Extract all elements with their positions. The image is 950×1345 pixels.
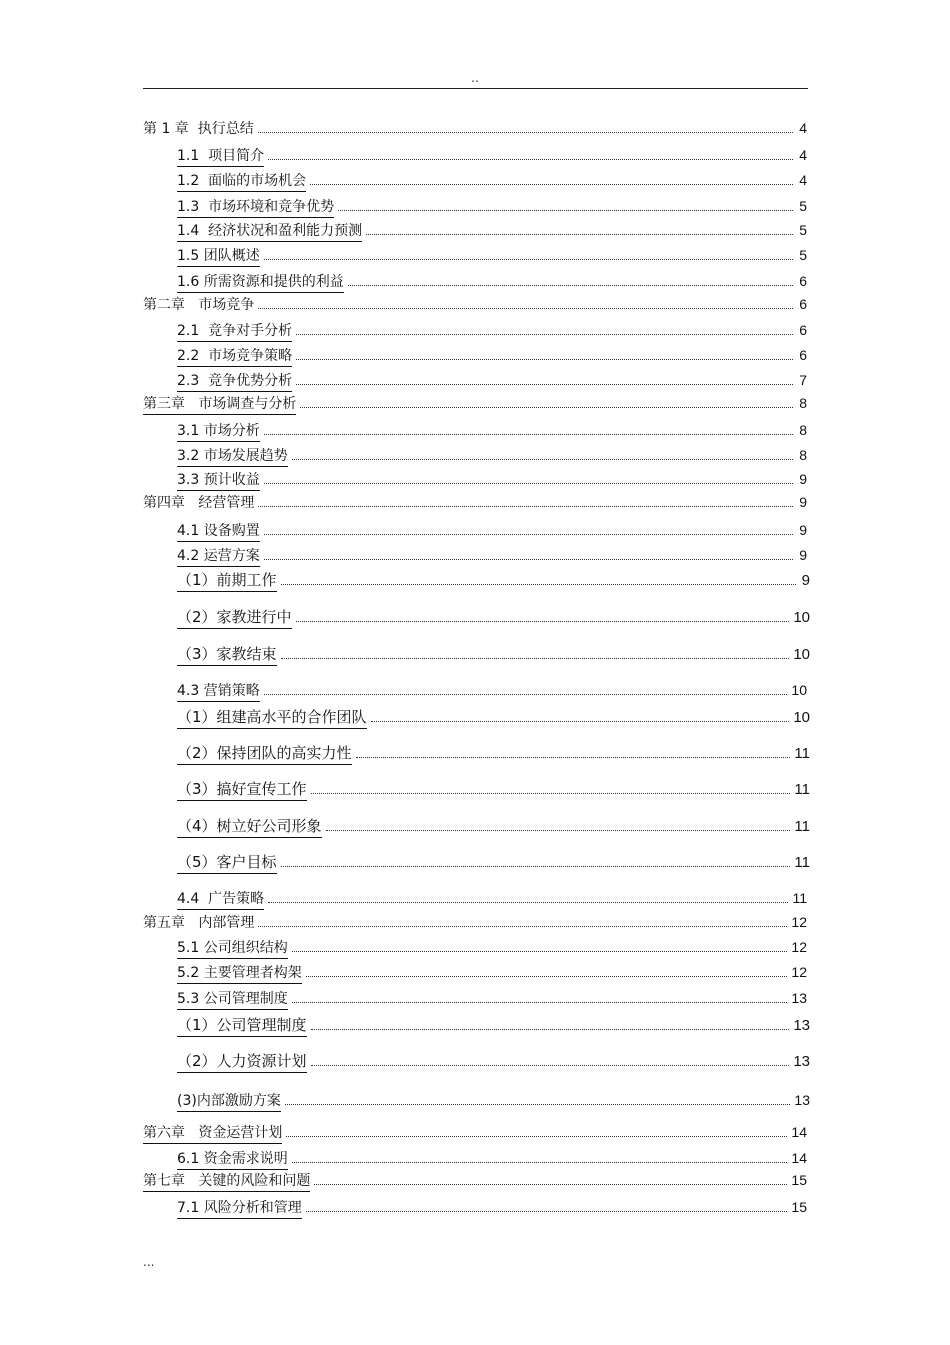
toc-entry-page: 12 bbox=[791, 914, 807, 930]
toc-entry-1-5[interactable] bbox=[177, 245, 807, 267]
toc-entry-4-2-2[interactable] bbox=[177, 606, 810, 628]
toc-entry-page: 12 bbox=[791, 964, 807, 980]
leader-dots bbox=[311, 793, 791, 794]
toc-entry-page: 10 bbox=[793, 609, 810, 626]
leader-dots bbox=[292, 951, 788, 952]
toc-entry-label: （3）搞好宣传工作 bbox=[177, 778, 307, 801]
toc-entry-label: 6.1 资金需求说明 bbox=[177, 1148, 288, 1170]
toc-entry-label: 2.1 竞争对手分析 bbox=[177, 320, 292, 342]
footer-mark: ... bbox=[143, 1255, 155, 1269]
leader-dots bbox=[348, 285, 793, 286]
leader-dots bbox=[366, 234, 793, 235]
leader-dots bbox=[286, 1136, 787, 1137]
toc-entry-label: 2.2 市场竞争策略 bbox=[177, 345, 292, 367]
leader-dots bbox=[300, 407, 793, 408]
toc-entry-page: 14 bbox=[791, 1124, 807, 1140]
toc-entry-page: 6 bbox=[799, 296, 807, 312]
toc-entry-5-3-3[interactable] bbox=[177, 1090, 810, 1112]
toc-entry-page: 14 bbox=[791, 1150, 807, 1166]
toc-entry-page: 10 bbox=[793, 646, 810, 663]
toc-entry-page: 5 bbox=[799, 222, 807, 238]
toc-entry-page: 8 bbox=[799, 422, 807, 438]
toc-entry-chapter-2[interactable] bbox=[143, 294, 807, 316]
toc-entry-page: 9 bbox=[799, 494, 807, 510]
toc-entry-label: 1.5 团队概述 bbox=[177, 245, 260, 267]
toc-entry-7-1[interactable] bbox=[177, 1197, 807, 1219]
toc-entry-3-2[interactable] bbox=[177, 445, 807, 467]
toc-entry-page: 4 bbox=[799, 172, 807, 188]
leader-dots bbox=[296, 334, 793, 335]
toc-entry-5-2[interactable] bbox=[177, 962, 807, 984]
leader-dots bbox=[264, 434, 793, 435]
toc-entry-label: 4.4 广告策略 bbox=[177, 888, 264, 910]
toc-entry-page: 13 bbox=[791, 990, 807, 1006]
toc-entry-label: 1.2 面临的市场机会 bbox=[177, 170, 306, 192]
leader-dots bbox=[281, 584, 796, 585]
toc-entry-1-3[interactable] bbox=[177, 196, 807, 218]
toc-entry-page: 5 bbox=[799, 247, 807, 263]
leader-dots bbox=[326, 830, 791, 831]
toc-entry-2-1[interactable] bbox=[177, 320, 807, 342]
toc-entry-page: 9 bbox=[801, 572, 810, 589]
toc-entry-4-3-2[interactable] bbox=[177, 742, 810, 764]
leader-dots bbox=[264, 559, 793, 560]
toc-entry-6-1[interactable] bbox=[177, 1148, 807, 1170]
toc-entry-page: 13 bbox=[794, 1092, 810, 1108]
leader-dots bbox=[296, 359, 793, 360]
toc-entry-page: 5 bbox=[799, 198, 807, 214]
toc-entry-page: 12 bbox=[791, 939, 807, 955]
toc-entry-page: 15 bbox=[791, 1172, 807, 1188]
toc-entry-label: 5.1 公司组织结构 bbox=[177, 937, 288, 959]
toc-entry-page: 10 bbox=[791, 682, 807, 698]
toc-entry-4-3-4[interactable] bbox=[177, 815, 810, 837]
leader-dots bbox=[285, 1104, 791, 1105]
toc-entry-page: 11 bbox=[792, 890, 807, 906]
toc-entry-page: 11 bbox=[794, 854, 810, 871]
toc-entry-1-4[interactable] bbox=[177, 220, 807, 242]
toc-entry-label: 4.3 营销策略 bbox=[177, 680, 260, 702]
toc-entry-label: 3.1 市场分析 bbox=[177, 420, 260, 442]
toc-entry-label: （1）前期工作 bbox=[177, 569, 277, 592]
toc-entry-1-2[interactable] bbox=[177, 170, 807, 192]
toc-entry-label: 1.3 市场环境和竞争优势 bbox=[177, 196, 334, 218]
toc-entry-2-2[interactable] bbox=[177, 345, 807, 367]
toc-entry-page: 6 bbox=[799, 347, 807, 363]
toc-entry-4-3-1[interactable] bbox=[177, 706, 810, 728]
toc-entry-label: （2）人力资源计划 bbox=[177, 1050, 307, 1073]
toc-entry-4-2-3[interactable] bbox=[177, 643, 810, 665]
toc-entry-label: （5）客户目标 bbox=[177, 851, 277, 874]
toc-entry-label: （2）保持团队的高实力性 bbox=[177, 742, 352, 765]
toc-entry-3-3[interactable] bbox=[177, 469, 807, 491]
leader-dots bbox=[338, 210, 793, 211]
toc-entry-label: 1.4 经济状况和盈利能力预测 bbox=[177, 220, 362, 242]
leader-dots bbox=[296, 384, 793, 385]
toc-entry-chapter-5[interactable] bbox=[143, 912, 807, 934]
toc-entry-label: （3）家教结束 bbox=[177, 643, 277, 666]
toc-entry-4-2[interactable] bbox=[177, 545, 807, 567]
toc-entry-page: 13 bbox=[793, 1053, 810, 1070]
toc-entry-page: 4 bbox=[799, 147, 807, 163]
leader-dots bbox=[296, 621, 790, 622]
toc-entry-4-4[interactable] bbox=[177, 888, 807, 910]
toc-entry-page: 4 bbox=[799, 120, 807, 136]
leader-dots bbox=[258, 132, 793, 133]
toc-entry-3-1[interactable] bbox=[177, 420, 807, 442]
toc-entry-label: 5.2 主要管理者构架 bbox=[177, 962, 302, 984]
toc-entry-label: 第三章 市场调查与分析 bbox=[143, 393, 296, 415]
leader-dots bbox=[314, 1184, 787, 1185]
leader-dots bbox=[264, 694, 788, 695]
leader-dots bbox=[371, 721, 790, 722]
toc-entry-page: 11 bbox=[794, 818, 810, 835]
toc-entry-5-3[interactable] bbox=[177, 988, 807, 1010]
toc-entry-label: 第五章 内部管理 bbox=[143, 915, 255, 931]
toc-entry-4-3-3[interactable] bbox=[177, 778, 810, 800]
toc-entry-page: 9 bbox=[799, 522, 807, 538]
toc-entry-1-6[interactable] bbox=[177, 271, 807, 293]
leader-dots bbox=[311, 1065, 790, 1066]
leader-dots bbox=[310, 184, 793, 185]
toc-entry-page: 9 bbox=[799, 547, 807, 563]
toc-entry-label: 第二章 市场竞争 bbox=[143, 297, 255, 313]
leader-dots bbox=[258, 926, 787, 927]
toc-entry-label: 第四章 经营管理 bbox=[143, 495, 255, 511]
leader-dots bbox=[258, 506, 793, 507]
leader-dots bbox=[264, 483, 793, 484]
toc-entry-label: （2）家教进行中 bbox=[177, 606, 292, 629]
toc-entry-label: (3)内部激励方案 bbox=[177, 1090, 281, 1112]
toc-entry-chapter-6[interactable] bbox=[143, 1122, 807, 1144]
toc-entry-label: 4.1 设备购置 bbox=[177, 520, 260, 542]
toc-entry-label: 第 1 章 执行总结 bbox=[143, 121, 254, 137]
toc-entry-page: 10 bbox=[793, 709, 810, 726]
toc-entry-page: 9 bbox=[799, 471, 807, 487]
toc-entry-1-1[interactable] bbox=[177, 145, 807, 167]
toc-entry-page: 6 bbox=[799, 322, 807, 338]
leader-dots bbox=[268, 902, 788, 903]
toc-entry-page: 11 bbox=[794, 781, 810, 798]
toc-entry-page: 13 bbox=[793, 1017, 810, 1034]
toc-entry-5-1[interactable] bbox=[177, 937, 807, 959]
toc-entry-label: 第六章 资金运营计划 bbox=[143, 1122, 282, 1144]
toc-entry-4-3[interactable] bbox=[177, 680, 807, 702]
toc-entry-page: 8 bbox=[799, 447, 807, 463]
toc-entry-5-3-1[interactable] bbox=[177, 1014, 810, 1036]
toc-entry-5-3-2[interactable] bbox=[177, 1050, 810, 1072]
leader-dots bbox=[268, 159, 793, 160]
toc-entry-label: 1.1 项目简介 bbox=[177, 145, 264, 167]
leader-dots bbox=[264, 534, 793, 535]
toc-entry-label: （1）组建高水平的合作团队 bbox=[177, 706, 367, 729]
toc-entry-label: 3.3 预计收益 bbox=[177, 469, 260, 491]
toc-entry-label: 2.3 竞争优势分析 bbox=[177, 370, 292, 392]
toc-entry-label: 第七章 关键的风险和问题 bbox=[143, 1170, 310, 1192]
leader-dots bbox=[281, 866, 791, 867]
leader-dots bbox=[306, 1211, 788, 1212]
toc-entry-chapter-4[interactable] bbox=[143, 492, 807, 514]
toc-entry-label: 3.2 市场发展趋势 bbox=[177, 445, 288, 467]
leader-dots bbox=[281, 658, 790, 659]
toc-entry-label: 7.1 风险分析和管理 bbox=[177, 1197, 302, 1219]
toc-entry-4-1[interactable] bbox=[177, 520, 807, 542]
toc-entry-4-3-5[interactable] bbox=[177, 851, 810, 873]
toc-entry-2-3[interactable] bbox=[177, 370, 807, 392]
header-mark: .. bbox=[471, 71, 479, 85]
toc-entry-page: 6 bbox=[799, 273, 807, 289]
toc-entry-label: 4.2 运营方案 bbox=[177, 545, 260, 567]
toc-entry-4-2-1[interactable] bbox=[177, 569, 810, 591]
toc-entry-page: 11 bbox=[794, 745, 810, 762]
toc-entry-chapter-3[interactable] bbox=[143, 393, 807, 415]
leader-dots bbox=[306, 976, 788, 977]
leader-dots bbox=[356, 757, 791, 758]
toc-entry-page: 7 bbox=[799, 372, 807, 388]
leader-dots bbox=[258, 308, 793, 309]
leader-dots bbox=[264, 259, 793, 260]
toc-entry-label: （4）树立好公司形象 bbox=[177, 815, 322, 838]
toc-entry-page: 15 bbox=[791, 1199, 807, 1215]
leader-dots bbox=[292, 459, 793, 460]
toc-entry-chapter-7[interactable] bbox=[143, 1170, 807, 1192]
toc-entry-label: （1）公司管理制度 bbox=[177, 1014, 307, 1037]
toc-entry-label: 1.6 所需资源和提供的利益 bbox=[177, 271, 344, 293]
leader-dots bbox=[292, 1162, 788, 1163]
toc-entry-page: 8 bbox=[799, 395, 807, 411]
leader-dots bbox=[292, 1002, 788, 1003]
toc-entry-label: 5.3 公司管理制度 bbox=[177, 988, 288, 1010]
toc-entry-chapter-1[interactable] bbox=[143, 118, 807, 140]
leader-dots bbox=[311, 1029, 790, 1030]
